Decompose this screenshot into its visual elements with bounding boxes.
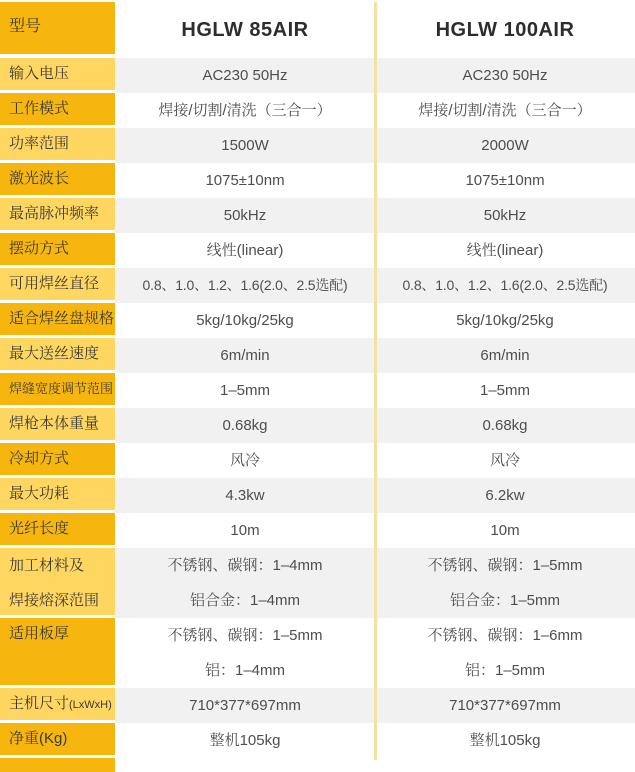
spec-value-line2: 铝：1–4mm: [204, 662, 286, 679]
spec-value-85air: AC230 50Hz: [115, 58, 375, 93]
spec-row-power-range: [0, 128, 635, 163]
spec-value-85air: 0.68kg: [115, 408, 375, 443]
header-label-model: 型号: [0, 2, 115, 58]
row-label: 光纤长度: [0, 513, 115, 548]
spec-value-85air: 50kHz: [115, 198, 375, 233]
spec-value-line1: 不锈钢、碳钢：1–5mm: [427, 557, 583, 574]
spec-row-max-power-consumption: [0, 478, 635, 513]
spec-value-100air: 整机105kg: [375, 723, 635, 758]
spec-value-100air: 5kg/10kg/25kg: [375, 303, 635, 338]
spec-value-100air: 2000W: [375, 128, 635, 163]
footer-blank: [375, 758, 635, 772]
spec-value-85air: 焊接/切割/清洗（三合一）: [115, 93, 375, 128]
row-label: 焊缝宽度调节范围: [0, 373, 115, 408]
spec-value-85air: 1075±10nm: [115, 163, 375, 198]
footer-label-block: [0, 758, 115, 772]
column-divider: [374, 2, 377, 760]
spec-row-fiber-length: [0, 513, 635, 548]
row-label: 冷却方式: [0, 443, 115, 478]
spec-value-85air: 710*377*697mm: [115, 688, 375, 723]
spec-value-85air: [115, 618, 375, 688]
row-label: 最大功耗: [0, 478, 115, 513]
spec-value-85air: 5kg/10kg/25kg: [115, 303, 375, 338]
spec-value-100air: 线性(linear): [375, 233, 635, 268]
spec-row-cooling: [0, 443, 635, 478]
spec-row-net-weight: [0, 723, 635, 758]
spec-value-line1: 不锈钢、碳钢：1–5mm: [167, 627, 323, 644]
spec-row-materials-penetration: [0, 548, 635, 618]
spec-value-100air: 焊接/切割/清洗（三合一）: [375, 93, 635, 128]
header-row: [0, 2, 635, 58]
spec-row-plate-thickness: [0, 618, 635, 688]
row-label: 焊枪本体重量: [0, 408, 115, 443]
row-label: 激光波长: [0, 163, 115, 198]
spec-row-wire-diameter: [0, 268, 635, 303]
footer-blank: [115, 758, 375, 772]
spec-value-line2: 铝合金：1–4mm: [189, 592, 301, 609]
footer-strip: [0, 758, 635, 772]
model-name-100air: HGLW 100AIR: [375, 2, 635, 58]
spec-value-85air: 0.8、1.0、1.2、1.6(2.0、2.5选配): [115, 268, 375, 303]
spec-value-85air: [115, 548, 375, 618]
spec-value-100air: 1–5mm: [375, 373, 635, 408]
spec-value-85air: 6m/min: [115, 338, 375, 373]
row-label: 功率范围: [0, 128, 115, 163]
spec-value-100air: 10m: [375, 513, 635, 548]
spec-value-100air: 1075±10nm: [375, 163, 635, 198]
spec-value-100air: 0.68kg: [375, 408, 635, 443]
spec-row-torch-weight: [0, 408, 635, 443]
spec-row-spool-size: [0, 303, 635, 338]
spec-row-pulse-frequency: [0, 198, 635, 233]
spec-value-85air: 整机105kg: [115, 723, 375, 758]
spec-value-line1: 不锈钢、碳钢：1–4mm: [167, 557, 323, 574]
spec-row-input-voltage: [0, 58, 635, 93]
row-label: 最大送丝速度: [0, 338, 115, 373]
spec-value-100air: 风冷: [375, 443, 635, 478]
row-label: [0, 548, 115, 618]
row-label: 可用焊丝直径: [0, 268, 115, 303]
row-label-line2: 焊接熔深范围: [9, 592, 100, 609]
row-label: 输入电压: [0, 58, 115, 93]
spec-value-85air: 4.3kw: [115, 478, 375, 513]
spec-value-100air: 6.2kw: [375, 478, 635, 513]
row-label: 适用板厚: [0, 618, 115, 688]
spec-value-100air: AC230 50Hz: [375, 58, 635, 93]
spec-row-work-mode: [0, 93, 635, 128]
spec-value-100air: 50kHz: [375, 198, 635, 233]
spec-value-85air: 1500W: [115, 128, 375, 163]
row-label: 最高脉冲频率: [0, 198, 115, 233]
spec-value-100air: [375, 618, 635, 688]
spec-value-100air: 0.8、1.0、1.2、1.6(2.0、2.5选配): [375, 268, 635, 303]
row-label-line1: 加工材料及: [9, 557, 85, 574]
row-label: [0, 688, 115, 723]
spec-value-100air: 6m/min: [375, 338, 635, 373]
row-label-suffix: (LxWxH): [69, 699, 112, 711]
row-label: 净重(Kg): [0, 723, 115, 758]
row-label-main: 主机尺寸: [9, 695, 70, 712]
spec-value-85air: 1–5mm: [115, 373, 375, 408]
spec-value-85air: 10m: [115, 513, 375, 548]
spec-value-85air: 风冷: [115, 443, 375, 478]
spec-value-line2: 铝合金：1–5mm: [449, 592, 561, 609]
spec-value-100air: [375, 548, 635, 618]
spec-row-swing-mode: [0, 233, 635, 268]
spec-value-100air: 710*377*697mm: [375, 688, 635, 723]
spec-row-wavelength: [0, 163, 635, 198]
model-name-85air: HGLW 85AIR: [115, 2, 375, 58]
row-label: 摆动方式: [0, 233, 115, 268]
row-label: 工作模式: [0, 93, 115, 128]
spec-row-host-dimensions: [0, 688, 635, 723]
spec-value-line1: 不锈钢、碳钢：1–6mm: [427, 627, 583, 644]
row-label: 适合焊丝盘规格: [0, 303, 115, 338]
spec-row-wire-feed-speed: [0, 338, 635, 373]
spec-value-line2: 铝：1–5mm: [464, 662, 546, 679]
spec-row-seam-width: [0, 373, 635, 408]
spec-value-85air: 线性(linear): [115, 233, 375, 268]
